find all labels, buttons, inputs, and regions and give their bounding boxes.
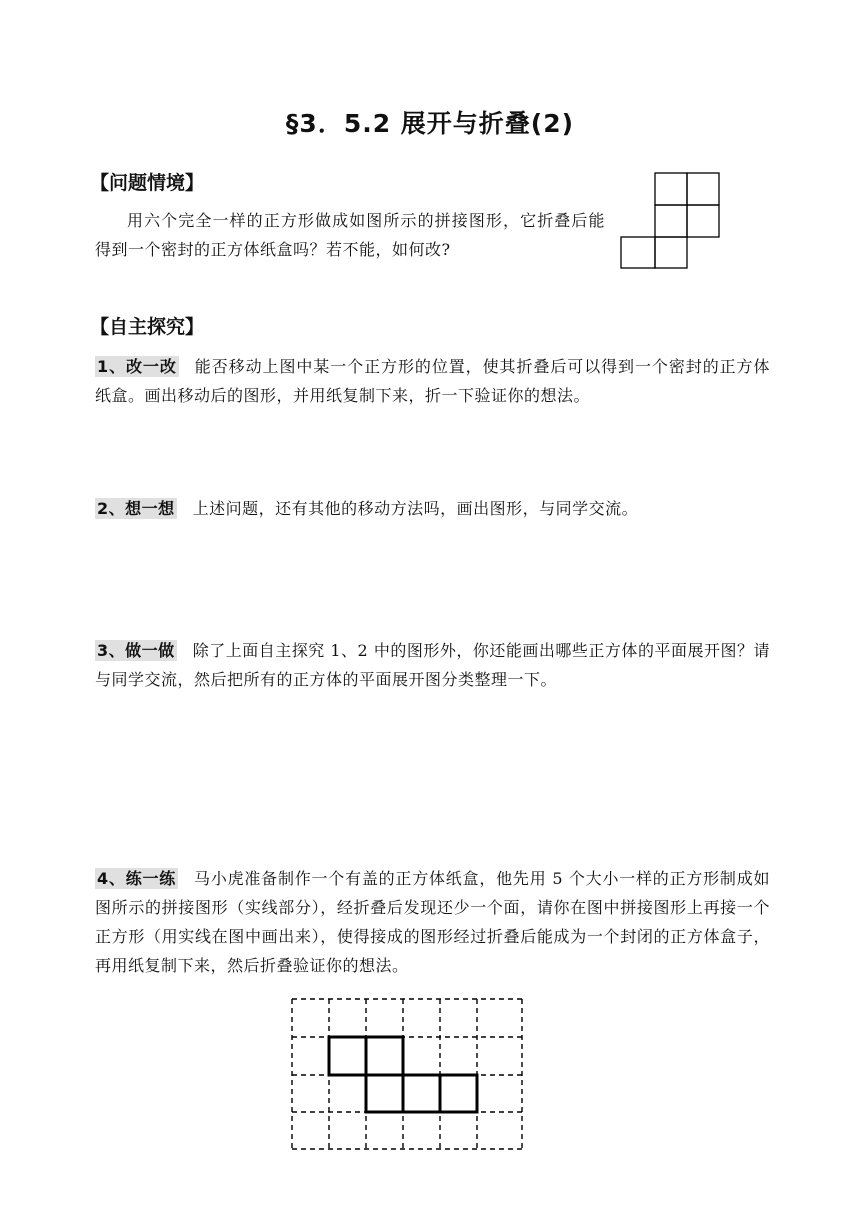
- problem-text: 用六个完全一样的正方形做成如图所示的拼接图形，它折叠后能得到一个密封的正方体纸盒吗？若不能，如何改?: [95, 211, 605, 259]
- page-title: §3．5.2 展开与折叠(2): [285, 109, 575, 138]
- problem-heading: 【问题情境】: [90, 172, 205, 194]
- grid-net-figure: [288, 995, 528, 1153]
- item-label: 3、做一做: [97, 641, 175, 660]
- item-label: 2、想一想: [97, 499, 175, 518]
- item-text: 能否移动上图中某一个正方形的位置，使其折叠后可以得到一个密封的正方体纸盒。画出移动后的图形，并用纸复制下来，折一下验证你的想法。: [95, 357, 770, 405]
- explore-item-3: [95, 636, 770, 694]
- explore-heading: 【自主探究】: [90, 316, 205, 338]
- explore-item-1: [95, 352, 770, 410]
- explore-item-2: [95, 494, 770, 523]
- item-label: 4、练一练: [97, 869, 177, 888]
- explore-item-4: [95, 864, 770, 980]
- item-text: 上述问题，还有其他的移动方法吗，画出图形，与同学交流。: [192, 499, 639, 518]
- item-text: 除了上面自主探究 1、2 中的图形外，你还能画出哪些正方体的平面展开图？请与同学交流，然后把所有的正方体的平面展开图分类整理一下。: [95, 641, 770, 689]
- problem-net-figure: [620, 172, 722, 270]
- item-label: 1、改一改: [97, 357, 177, 376]
- item-text: 马小虎准备制作一个有盖的正方体纸盒，他先用 5 个大小一样的正方形制成如图所示的拼接图形（实线部分），经折叠后发现还少一个面，请你在图中拼接图形上再接一个正方形（用实线在图中画出来），使得接成的图形经过折叠后能成为一个封闭的正方体盒子，再用纸复制下来，然后折叠验证你的想法。: [95, 869, 770, 975]
